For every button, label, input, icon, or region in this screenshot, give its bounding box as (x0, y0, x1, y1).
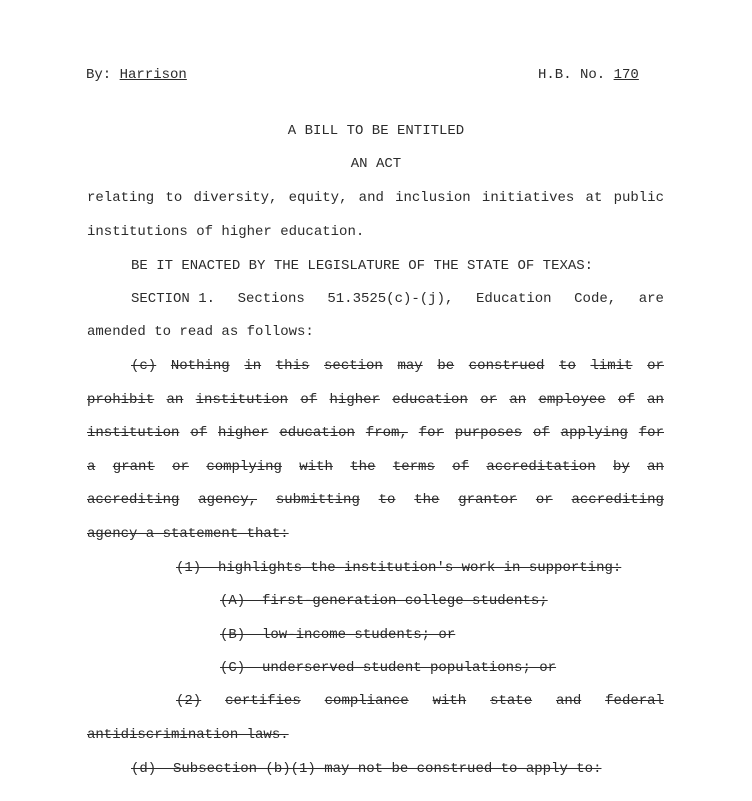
word: terms (392, 459, 435, 475)
item-1-b: (B) low-income students; or (220, 627, 456, 643)
word: may (397, 358, 423, 374)
word: with (299, 459, 333, 475)
word: Code, (574, 291, 617, 307)
word: equity, (288, 190, 348, 206)
word: the (414, 492, 440, 508)
word: Sections (237, 291, 305, 307)
word: to (378, 492, 396, 508)
word: Education (475, 291, 552, 307)
word: compliance (324, 693, 409, 709)
word: by (612, 459, 630, 475)
word: public (613, 190, 664, 206)
word: or (647, 358, 664, 374)
word: grant (112, 459, 155, 475)
subsection-c-line-1 (131, 357, 664, 375)
word: from, (365, 425, 408, 441)
subsection-c-line-2 (87, 391, 664, 409)
item-2-line-2: antidiscrimination laws. (87, 727, 289, 743)
word: submitting (275, 492, 360, 508)
word: and (358, 190, 384, 206)
word: complying (206, 459, 282, 475)
word: initiatives (481, 190, 575, 206)
bill-caption-act: AN ACT (350, 156, 402, 172)
author-name: Harrison (119, 67, 187, 83)
enacting-clause: BE IT ENACTED BY THE LEGISLATURE OF THE STATE OF TEXAS: (131, 258, 594, 274)
word: be (437, 358, 455, 374)
word: Nothing (170, 358, 230, 374)
word: an (647, 459, 664, 475)
word: 51.3525(c)-(j), (327, 291, 454, 307)
word: limit (590, 358, 633, 374)
subsection-c-line-5 (87, 491, 664, 509)
word: the (350, 459, 376, 475)
bill-number-line (538, 66, 639, 84)
word: are (638, 291, 664, 307)
word: of (190, 425, 208, 441)
word: employee (538, 392, 606, 408)
word: agency, (198, 492, 258, 508)
subsection-c-line-6: agency a statement that: (87, 526, 289, 542)
word: or (480, 392, 497, 408)
word: education (392, 392, 468, 408)
bill-caption-title: A BILL TO BE ENTITLED (287, 123, 465, 139)
word: grantor (458, 492, 518, 508)
word: this (275, 358, 310, 374)
word: state (490, 693, 533, 709)
word: construed (468, 358, 545, 374)
word: to (165, 190, 183, 206)
word: applying (560, 425, 628, 441)
word: or (535, 492, 553, 508)
word: relating (87, 190, 155, 206)
word: federal (605, 693, 664, 709)
word: SECTION 1. (131, 291, 216, 307)
word: of (452, 459, 470, 475)
word: inclusion (395, 190, 471, 206)
word: at (585, 190, 603, 206)
word: of (532, 425, 550, 441)
word: section (324, 358, 383, 374)
word: an (647, 392, 664, 408)
word: institution (195, 392, 289, 408)
word: institution (87, 425, 180, 441)
word: an (509, 392, 527, 408)
item-1: (1) highlights the institution's work in supporting: (176, 560, 622, 576)
word: an (166, 392, 184, 408)
word: prohibit (87, 392, 155, 408)
bill-number: 170 (613, 67, 639, 83)
word: diversity, (193, 190, 278, 206)
word: to (559, 358, 576, 374)
subsection-c-line-3 (87, 424, 664, 442)
word: a (87, 459, 96, 475)
word: of (617, 392, 635, 408)
word: purposes (454, 425, 523, 441)
word: for (418, 425, 444, 441)
word: accrediting (87, 492, 180, 508)
bill-label: H.B. No. (538, 67, 606, 83)
author-line (86, 66, 187, 84)
relating-line-1 (87, 189, 664, 207)
subsection-d-line-1: (d) Subsection (b)(1) may not be construed to apply to: (131, 761, 602, 777)
word: education (279, 425, 355, 441)
word: in (244, 358, 262, 374)
item-1-a: (A) first-generation college students; (220, 593, 548, 609)
word: certifies (225, 693, 301, 709)
section1-line-2: amended to read as follows: (87, 324, 314, 340)
word: higher (218, 425, 269, 441)
item-2-line-1 (176, 692, 664, 710)
word: with (432, 693, 467, 709)
relating-line-2: institutions of higher education. (87, 224, 365, 240)
word: accrediting (571, 492, 664, 508)
word: for (638, 425, 664, 441)
word: higher (329, 392, 380, 408)
word: or (172, 459, 189, 475)
word: (c) (131, 358, 157, 374)
section1-line-1 (131, 290, 664, 308)
word: and (556, 693, 582, 709)
word: accreditation (486, 459, 596, 475)
subsection-c-line-4 (87, 458, 664, 476)
by-label: By: (86, 67, 112, 83)
word: (2) (176, 693, 202, 709)
item-1-c: (C) underserved student populations; or (220, 660, 557, 676)
word: of (300, 392, 318, 408)
